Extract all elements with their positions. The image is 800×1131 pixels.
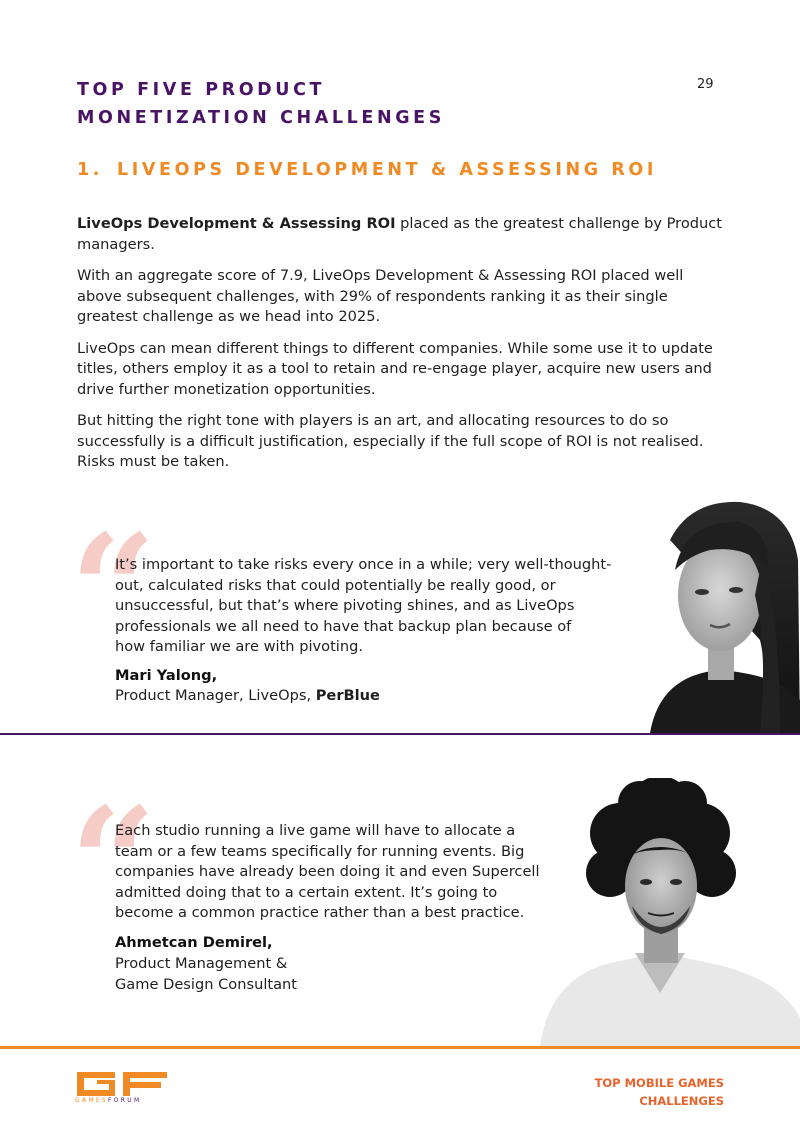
quote-text: [115, 821, 540, 924]
quote-line: companies have already been doing it and even Supercell: [115, 863, 540, 880]
footer-label: [520, 1074, 724, 1110]
page-title-line-2: MONETIZATION CHALLENGES: [77, 108, 445, 128]
quote-line: It’s important to take risks every once in a while; very well-thought-: [115, 556, 612, 573]
quote-line: professionals we all need to have that backup plan because of: [115, 617, 572, 635]
quote-author-role: [115, 686, 380, 707]
quote-line: Each studio running a live game will have to allocate a: [115, 822, 516, 839]
quote-line: team or a few teams specifically for running events. Big: [115, 842, 525, 860]
logo-wordmark-games: GAMES: [75, 1097, 109, 1104]
quote-text: [115, 555, 611, 658]
footer-label-line-1: TOP MOBILE GAMES: [594, 1076, 724, 1090]
quote-line: out, calculated risks that could potentially be really good, or: [115, 576, 556, 594]
section-number: 1.: [77, 160, 104, 180]
quote-line: admitted doing that to a certain extent. It’s going to: [115, 883, 498, 901]
section-heading: [77, 160, 737, 180]
quote-mark-icon: “: [70, 775, 157, 951]
page-title: [77, 76, 557, 132]
quote-author-role-line: Product Management &: [115, 955, 288, 972]
quote-author-company: PerBlue: [315, 687, 380, 704]
quote-author-name: Mari Yalong,: [115, 667, 218, 684]
footer-divider: [0, 1046, 800, 1049]
page-title-line-1: TOP FIVE PRODUCT: [77, 80, 326, 100]
portrait-photo-ahmetcan-demirel: [540, 778, 800, 1046]
paragraph-1-bold: LiveOps Development & Assessing ROI: [77, 215, 396, 232]
quote-line: how familiar we are with pivoting.: [115, 638, 364, 655]
quote-author-name: Ahmetcan Demirel,: [115, 934, 273, 951]
logo-wordmark-forum: FORUM: [108, 1097, 142, 1104]
quote-mark-icon: “: [70, 502, 157, 678]
quote-line: become a common practice rather than a best practice.: [115, 904, 525, 921]
body-text: [77, 214, 727, 484]
portrait-photo-mari-yalong: [630, 500, 800, 733]
quote-author-role-line: Game Design Consultant: [115, 975, 298, 993]
paragraph-2: With an aggregate score of 7.9, LiveOps Development & Assessing ROI placed well above subsequent challenges, with 29% of respondents ranking it as their single greatest challenge as we head into 2025.: [77, 267, 684, 325]
page-number: 29: [697, 77, 714, 92]
paragraph-1-rest: placed as the greatest challenge by Product managers.: [77, 215, 723, 253]
quote-line: unsuccessful, but that’s where pivoting shines, and as LiveOps: [115, 597, 575, 614]
paragraph-4: But hitting the right tone with players is an art, and allocating resources to do so successfully is a difficult justification, especially if the full scope of ROI is not realised. Risks must be taken.: [77, 412, 704, 470]
section-title: LIVEOPS DEVELOPMENT & ASSESSING ROI: [117, 160, 658, 180]
quote-author-title: Product Manager, LiveOps,: [115, 687, 316, 704]
quote-author-role: [115, 954, 297, 995]
paragraph-3: LiveOps can mean different things to different companies. While some use it to update titles, others employ it as a tool to retain and re-engage player, acquire new users and drive further monetization opportunities.: [77, 339, 713, 398]
logo-wordmark: [75, 1097, 141, 1104]
divider-line: [0, 733, 800, 735]
paragraph-1: [77, 214, 727, 255]
footer-label-line-2: CHALLENGES: [639, 1094, 724, 1108]
